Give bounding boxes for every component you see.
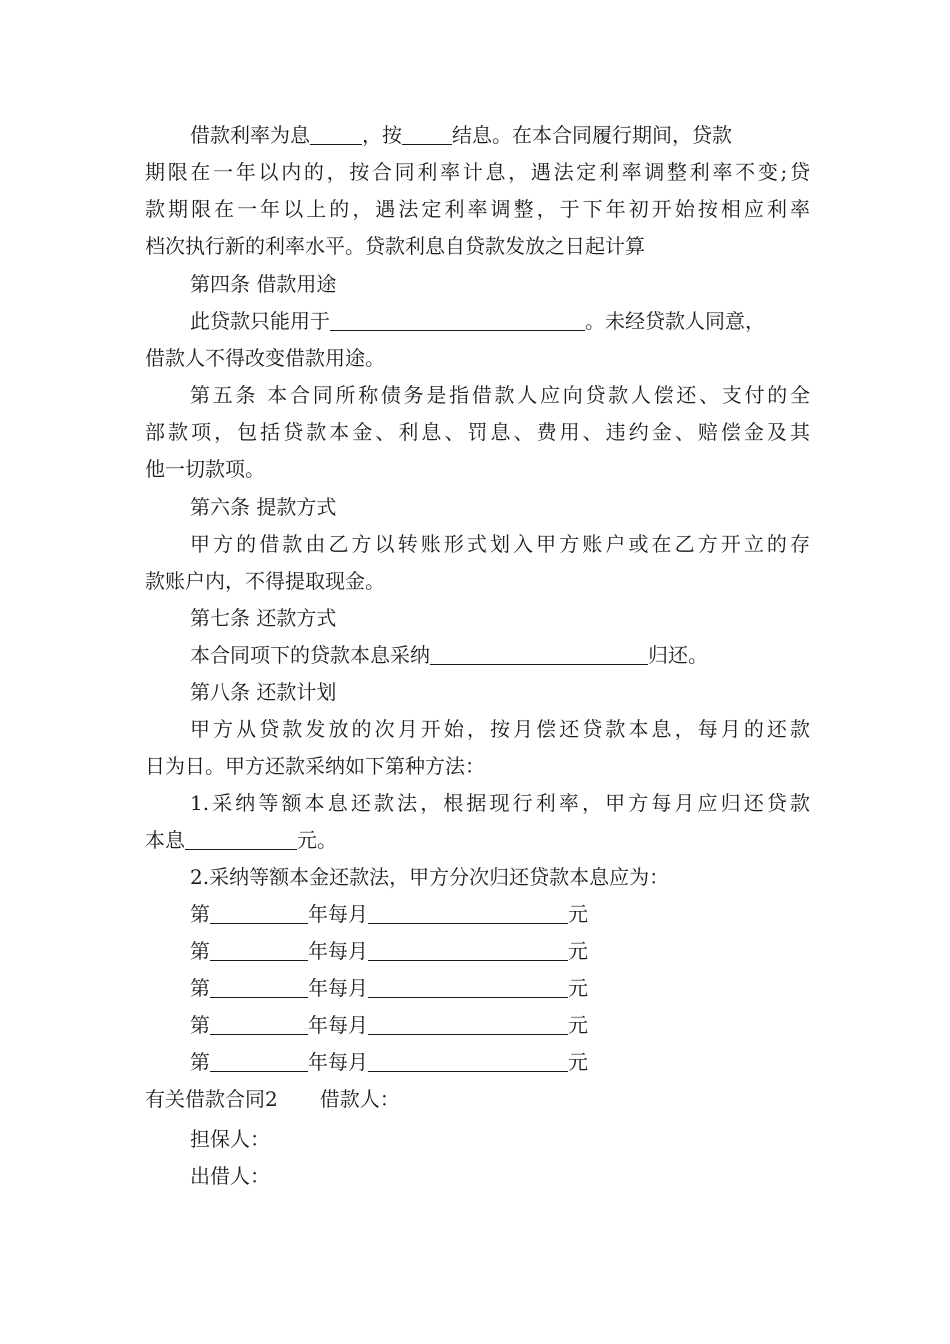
text-segment: 元 [568, 939, 588, 963]
text-segment: 元 [568, 976, 588, 1000]
year-blank [210, 975, 308, 998]
text-segment: ，按 [362, 123, 402, 147]
paragraph-line: 期限在一年以内的，按合同利率计息，遇法定利率调整利率不变;贷 [145, 160, 810, 184]
schedule-row [190, 1007, 810, 1044]
text-segment: 借款利率为息 [190, 123, 310, 147]
repayment-method-blank [430, 642, 648, 665]
text-segment: 元 [568, 1013, 588, 1037]
paragraph-line: 借款人不得改变借款用途。 [145, 346, 385, 370]
method-1-amount-line [145, 822, 810, 859]
method-2-line: 2.采纳等额本金还款法，甲方分次归还贷款本息应为： [190, 865, 670, 889]
article-7-heading: 第七条 还款方式 [190, 606, 337, 630]
year-blank [210, 938, 308, 961]
amount-blank [185, 827, 297, 850]
paragraph-line: 甲方的借款由乙方以转账形式划入甲方账户或在乙方开立的存 [190, 532, 810, 556]
paragraph-line: 款账户内，不得提取现金。 [145, 569, 385, 593]
schedule-row [190, 896, 810, 933]
settlement-blank [402, 122, 452, 145]
paragraph-line: 部款项，包括贷款本金、利息、罚息、费用、违约金、赔偿金及其 [145, 420, 810, 444]
monthly-amount-blank [368, 1049, 568, 1072]
contract-2-title: 有关借款合同2 [145, 1087, 278, 1111]
monthly-amount-blank [368, 975, 568, 998]
text-segment: 元 [568, 1050, 588, 1074]
schedule-row [190, 1044, 810, 1081]
text-segment: 年每月 [308, 939, 368, 963]
borrower-label: 借款人： [319, 1087, 400, 1111]
schedule-row [190, 933, 810, 970]
monthly-amount-blank [368, 938, 568, 961]
method-1-line: 1.采纳等额本息还款法，根据现行利率，甲方每月应归还贷款 [190, 791, 810, 815]
year-blank [210, 901, 308, 924]
article-6-heading: 第六条 提款方式 [190, 495, 337, 519]
paragraph-line: 日为日。甲方还款采纳如下第种方法： [145, 754, 485, 778]
year-blank [210, 1012, 308, 1035]
article-5-line: 第五条 本合同所称债务是指借款人应向贷款人偿还、支付的全 [190, 383, 810, 407]
text-segment: 第 [190, 902, 210, 926]
text-segment: 元。 [297, 828, 337, 852]
monthly-amount-blank [368, 1012, 568, 1035]
article-4-heading: 第四条 借款用途 [190, 272, 337, 296]
text-segment: 本息 [145, 828, 185, 852]
paragraph-line: 甲方从贷款发放的次月开始，按月偿还贷款本息，每月的还款 [190, 717, 810, 741]
text-segment: 元 [568, 902, 588, 926]
text-segment: 。未经贷款人同意， [585, 309, 765, 333]
text-segment: 第 [190, 976, 210, 1000]
loan-purpose-line [190, 303, 810, 340]
schedule-row [190, 970, 810, 1007]
text-segment: 此贷款只能用于 [190, 309, 330, 333]
article-8-heading: 第八条 还款计划 [190, 680, 337, 704]
guarantor-label: 担保人： [190, 1127, 270, 1151]
text-segment: 第 [190, 1013, 210, 1037]
text-segment: 结息。在本合同履行期间，贷款 [452, 123, 732, 147]
text-segment: 年每月 [308, 976, 368, 1000]
text-segment: 归还。 [648, 643, 708, 667]
text-segment: 第 [190, 1050, 210, 1074]
lender-label: 出借人： [190, 1164, 270, 1188]
text-segment: 本合同项下的贷款本息采纳 [190, 643, 430, 667]
rate-blank [310, 122, 362, 145]
text-segment: 年每月 [308, 902, 368, 926]
text-segment: 年每月 [308, 1050, 368, 1074]
contract-2-header-line [145, 1081, 810, 1118]
monthly-amount-blank [368, 901, 568, 924]
paragraph-line: 款期限在一年以上的，遇法定利率调整，于下年初开始按相应利率 [145, 197, 810, 221]
purpose-blank [330, 308, 585, 331]
repayment-method-line [190, 637, 810, 674]
interest-rate-line [190, 117, 810, 154]
paragraph-line: 他一切款项。 [145, 457, 265, 481]
text-segment: 年每月 [308, 1013, 368, 1037]
text-segment: 第 [190, 939, 210, 963]
paragraph-line: 档次执行新的利率水平。贷款利息自贷款发放之日起计算 [145, 234, 645, 258]
year-blank [210, 1049, 308, 1072]
